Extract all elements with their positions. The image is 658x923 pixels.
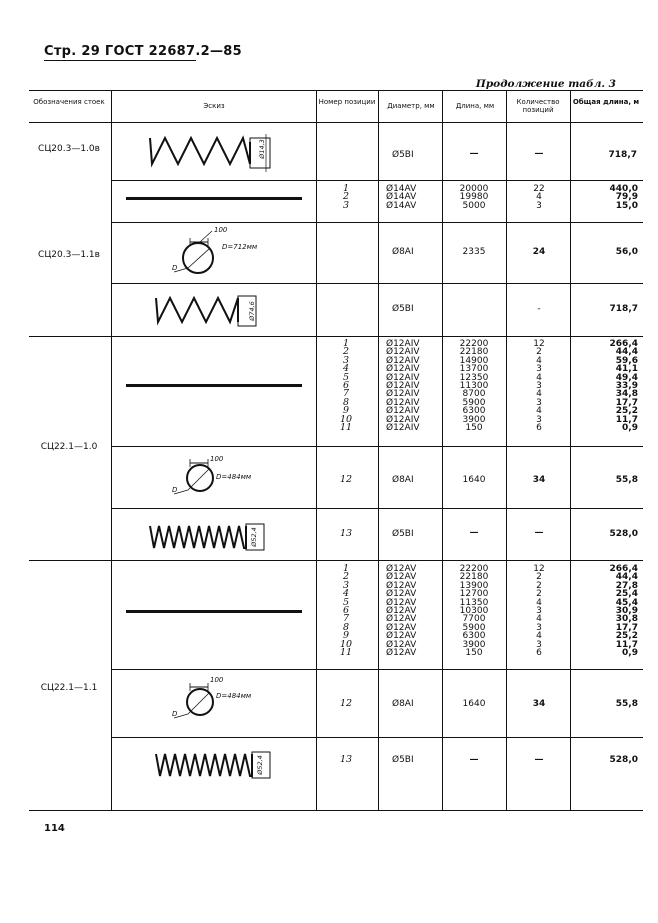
count-value: 4: [536, 597, 542, 608]
position-value: 2: [342, 571, 350, 583]
count-value: 3: [536, 414, 542, 425]
length-value: 8700: [462, 389, 486, 400]
row-rule: [112, 446, 643, 447]
count-value: 2: [536, 589, 542, 600]
length-value: 11350: [459, 597, 489, 608]
count-list: [506, 185, 572, 210]
count-value: 22: [533, 184, 545, 194]
position-value: 1: [342, 338, 350, 349]
position-cell: 13: [339, 754, 353, 765]
spiral-dim-label: Ø14,3: [258, 139, 266, 159]
count-value: 3: [536, 200, 542, 211]
row-rule: [112, 669, 643, 670]
spiral-sketch: [156, 750, 286, 780]
bar-sketch: [126, 610, 302, 613]
spiral-dim-label: Ø74,6: [248, 301, 256, 321]
col-header-diameter: Диаметр, мм: [387, 102, 435, 110]
diameter-value: Ø12AV: [386, 647, 417, 658]
total-cell: 56,0: [615, 247, 638, 257]
continuation-caption: Продолжение табл. 3: [475, 78, 616, 90]
ring-sketch: [170, 678, 300, 730]
total-value: 33,9: [615, 380, 638, 391]
diameter-value: Ø12AV: [386, 639, 417, 650]
total-value: 440,0: [609, 184, 638, 194]
position-cell: 13: [339, 528, 353, 539]
diameter-value: Ø12AV: [386, 564, 417, 574]
length-value: 7700: [462, 614, 486, 625]
total-cell: 55,8: [615, 475, 638, 485]
diameter-value: Ø12AIV: [386, 339, 420, 349]
sketch-dim-c: D: [172, 486, 178, 494]
position-value: 3: [342, 354, 350, 366]
diameter-value: Ø12AV: [386, 631, 417, 642]
length-value: 5000: [462, 200, 486, 211]
length-list: [442, 340, 506, 432]
length-value: 5900: [462, 397, 486, 408]
sketch-dim-b: D=712мм: [222, 243, 258, 251]
col-header-position: Номер позиции: [318, 98, 376, 106]
count-value: 3: [536, 397, 542, 408]
diameter-cell: Ø5BI: [392, 304, 414, 314]
count-cell: 34: [532, 699, 546, 709]
position-value: 9: [342, 405, 350, 417]
total-value: 15,0: [615, 200, 638, 211]
position-value: 5: [342, 371, 350, 383]
length-value: 150: [465, 647, 483, 658]
row-rule: [112, 737, 643, 738]
count-value: 2: [536, 347, 542, 358]
count-cell: -: [537, 304, 541, 314]
total-value: 30,8: [615, 614, 638, 625]
total-value: 25,2: [615, 631, 638, 642]
diameter-cell: Ø5BI: [392, 150, 414, 160]
length-value: 13700: [459, 364, 489, 375]
diameter-cell: Ø5BI: [392, 755, 414, 765]
length-value: 6300: [462, 631, 486, 642]
length-value: 3900: [462, 414, 486, 425]
count-value: 6: [536, 647, 542, 658]
position-value: 1: [342, 563, 350, 574]
position-value: 10: [339, 638, 353, 650]
diameter-value: Ø12AV: [386, 580, 417, 591]
count-cell: 24: [532, 247, 546, 257]
length-value: 12700: [459, 589, 489, 600]
total-value: 266,4: [609, 564, 638, 574]
sketch-dim-a: 100: [210, 455, 224, 463]
total-value: 44,4: [615, 347, 638, 358]
row-rule: [112, 508, 643, 509]
spiral-sketch: [150, 522, 280, 552]
length-value: 10300: [459, 605, 489, 616]
diameter-value: Ø12AIV: [386, 380, 420, 391]
position-value: 6: [342, 379, 350, 391]
table-header-rule: [29, 122, 643, 123]
count-value: 4: [536, 631, 542, 642]
total-value: 44,4: [615, 572, 638, 583]
total-list: [568, 340, 638, 432]
diameter-cell: Ø8AI: [392, 247, 414, 257]
count-value: 6: [536, 422, 542, 433]
row-rule: [29, 336, 643, 337]
diameter-value: Ø12AV: [386, 597, 417, 608]
count-list: [506, 565, 572, 657]
count-cell: —: [534, 755, 544, 765]
sketch-dim-b: D=484мм: [216, 473, 252, 481]
count-value: 4: [536, 614, 542, 625]
count-value: 4: [536, 192, 542, 203]
table-top-rule: [29, 90, 643, 91]
diameter-value: Ø12AIV: [386, 406, 420, 417]
diameter-value: Ø12AIV: [386, 347, 420, 358]
total-cell: 718,7: [608, 150, 637, 160]
count-value: 3: [536, 605, 542, 616]
position-list: [312, 340, 380, 432]
length-cell: 1640: [462, 699, 486, 709]
total-value: 45,4: [615, 597, 638, 608]
length-value: 5900: [462, 622, 486, 633]
sketch-dim-b: D=484мм: [216, 692, 252, 700]
diameter-value: Ø12AIV: [386, 364, 420, 375]
position-value: 10: [339, 413, 353, 425]
diameter-value: Ø12AV: [386, 589, 417, 600]
count-cell: 34: [532, 475, 546, 485]
length-value: 20000: [459, 184, 489, 194]
length-cell: 2335: [462, 247, 486, 257]
total-cell: 528,0: [609, 529, 638, 539]
total-cell: 528,0: [609, 755, 638, 765]
diameter-value: Ø14AV: [386, 192, 417, 203]
position-value: 4: [342, 588, 350, 600]
total-value: 59,6: [615, 355, 638, 366]
diameter-value: Ø12AIV: [386, 422, 420, 433]
total-value: 30,9: [615, 605, 638, 616]
header-rule: [44, 60, 196, 61]
diameter-value: Ø12AV: [386, 572, 417, 583]
diameter-value: Ø12AIV: [386, 389, 420, 400]
count-cell: —: [534, 528, 544, 538]
length-value: 22200: [459, 564, 489, 574]
ring-sketch: [170, 456, 300, 506]
col-header-total: Общая длина, м: [572, 98, 640, 106]
total-value: 11,7: [615, 639, 638, 650]
position-value: 6: [342, 604, 350, 616]
count-value: 4: [536, 372, 542, 383]
group-label: СЦ22.1—1.0: [40, 442, 98, 452]
total-value: 27,8: [615, 580, 638, 591]
count-list: [506, 340, 572, 432]
count-value: 4: [536, 355, 542, 366]
spiral-dim-label: Ø52,4: [256, 755, 264, 775]
count-value: 12: [533, 339, 545, 349]
count-value: 12: [533, 564, 545, 574]
row-rule: [112, 283, 643, 284]
position-value: 3: [342, 579, 350, 591]
page-number: 114: [44, 823, 65, 834]
total-value: 0,9: [622, 422, 638, 433]
sketch-dim-a: 100: [214, 226, 228, 234]
ring-sketch: [170, 226, 300, 282]
total-value: 17,7: [615, 622, 638, 633]
length-value: 22200: [459, 339, 489, 349]
length-value: 19980: [459, 192, 489, 203]
position-value: 11: [339, 646, 353, 658]
page-header: Стр. 29 ГОСТ 22687.2—85: [44, 44, 242, 59]
length-cell: —: [469, 528, 479, 538]
total-value: 49,4: [615, 372, 638, 383]
diameter-value: Ø12AV: [386, 622, 417, 633]
group-label: СЦ22.1—1.1: [40, 683, 98, 693]
row-rule: [112, 222, 643, 223]
col-header-count: Количество позиций: [516, 98, 560, 114]
col-header-designation: Обозначения стоек: [33, 98, 105, 106]
length-value: 150: [465, 422, 483, 433]
sketch-dim-c: D: [172, 264, 178, 272]
position-value: 3: [342, 199, 350, 211]
length-value: 11300: [459, 380, 489, 391]
position-cell: 12: [339, 698, 353, 709]
diameter-value: Ø12AV: [386, 614, 417, 625]
total-value: 79,9: [615, 192, 638, 203]
diameter-value: Ø12AIV: [386, 372, 420, 383]
diameter-cell: Ø8AI: [392, 475, 414, 485]
count-value: 2: [536, 572, 542, 583]
position-cell: 12: [339, 474, 353, 485]
total-value: 25,4: [615, 589, 638, 600]
total-cell: 55,8: [615, 699, 638, 709]
diameter-cell: Ø5BI: [392, 529, 414, 539]
position-list: [312, 185, 380, 210]
length-cell: 1640: [462, 475, 486, 485]
length-value: 6300: [462, 406, 486, 417]
diameter-cell: Ø8AI: [392, 699, 414, 709]
count-value: 3: [536, 380, 542, 391]
spiral-dim-label: Ø52,4: [250, 527, 258, 547]
row-rule: [112, 180, 643, 181]
diameter-value: Ø12AIV: [386, 414, 420, 425]
total-list: [568, 185, 638, 210]
bar-sketch: [126, 197, 302, 200]
total-value: 25,2: [615, 406, 638, 417]
length-value: 13900: [459, 580, 489, 591]
length-value: 22180: [459, 347, 489, 358]
length-value: 22180: [459, 572, 489, 583]
total-value: 11,7: [615, 414, 638, 425]
position-value: 7: [342, 613, 350, 625]
count-cell: —: [534, 149, 544, 159]
position-value: 8: [342, 396, 350, 408]
length-list: [442, 565, 506, 657]
total-value: 17,7: [615, 397, 638, 408]
position-value: 9: [342, 630, 350, 642]
diameter-value: Ø14AV: [386, 184, 417, 194]
total-value: 34,8: [615, 389, 638, 400]
length-cell: —: [469, 149, 479, 159]
col-divider: [111, 90, 112, 810]
length-list: [442, 185, 506, 210]
position-value: 8: [342, 621, 350, 633]
length-value: 14900: [459, 355, 489, 366]
position-value: 7: [342, 388, 350, 400]
sketch-dim-a: 100: [210, 676, 224, 684]
position-value: 4: [342, 363, 350, 375]
count-value: 4: [536, 389, 542, 400]
diameter-value: Ø12AIV: [386, 397, 420, 408]
group-label: СЦ20.3—1.1в: [38, 250, 100, 260]
bar-sketch: [126, 384, 302, 387]
col-header-length: Длина, мм: [455, 102, 495, 110]
diameter-value: Ø14AV: [386, 200, 417, 211]
position-list: [312, 565, 380, 657]
row-rule: [29, 560, 643, 561]
length-value: 12350: [459, 372, 489, 383]
count-value: 2: [536, 580, 542, 591]
total-value: 41,1: [615, 364, 638, 375]
position-value: 11: [339, 421, 353, 433]
col-header-sketch: Эскиз: [203, 102, 225, 110]
diameter-value: Ø12AIV: [386, 355, 420, 366]
count-value: 3: [536, 622, 542, 633]
total-list: [568, 565, 638, 657]
total-value: 0,9: [622, 647, 638, 658]
position-value: 5: [342, 596, 350, 608]
position-value: 1: [342, 183, 350, 194]
total-cell: 718,7: [609, 304, 638, 314]
sketch-dim-c: D: [172, 710, 178, 718]
length-value: 3900: [462, 639, 486, 650]
diameter-value: Ø12AV: [386, 605, 417, 616]
group-label: СЦ20.3—1.0в: [38, 144, 100, 154]
count-value: 3: [536, 639, 542, 650]
table-bottom-rule: [29, 810, 643, 811]
count-value: 3: [536, 364, 542, 375]
position-value: 2: [342, 191, 350, 203]
length-cell: —: [469, 755, 479, 765]
total-value: 266,4: [609, 339, 638, 349]
position-value: 2: [342, 346, 350, 358]
count-value: 4: [536, 406, 542, 417]
